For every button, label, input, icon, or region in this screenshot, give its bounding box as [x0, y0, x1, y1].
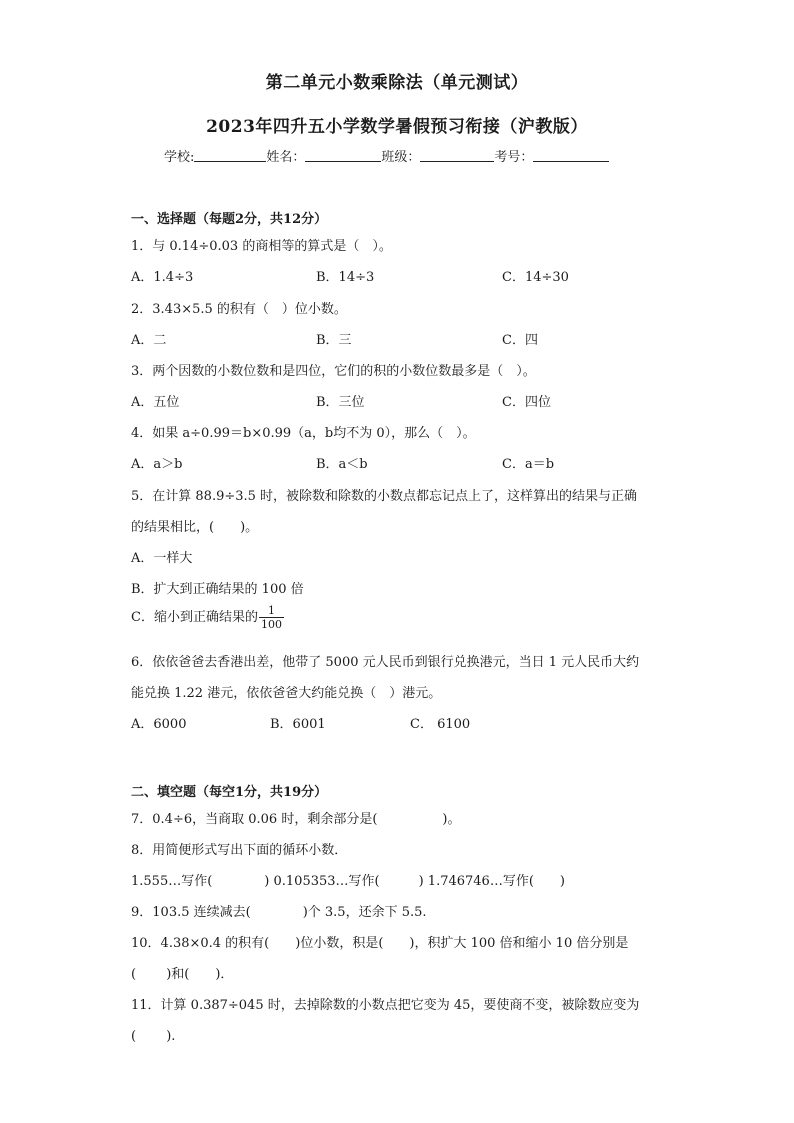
- exam-title: 第二单元小数乘除法（单元测试）: [265, 73, 529, 93]
- question-5-line1: 5．在计算 88.9÷3.5 时，被除数和除数的小数点都忘记点上了，这样算出的结果与正确: [131, 489, 638, 504]
- class-blank[interactable]: [420, 149, 494, 162]
- q5-option-c: [131, 604, 284, 631]
- q1-option-a: A．1.4÷3: [131, 270, 194, 285]
- q2-option-b: B．三: [316, 333, 352, 348]
- section-heading-fill: 二、填空题（每空1分，共19分）: [131, 785, 328, 800]
- q6-option-c: C． 6100: [410, 717, 471, 732]
- q6-option-b: B．6001: [270, 717, 326, 732]
- question-8: 8．用简便形式写出下面的循环小数．: [131, 843, 348, 858]
- q3-option-b: B．三位: [316, 395, 365, 410]
- question-2: 2．3.43×5.5 的积有（ ）位小数。: [131, 302, 347, 317]
- q4-option-c: C．a＝b: [502, 457, 555, 472]
- question-11-line2: ( ).: [131, 1029, 176, 1044]
- exam-subtitle: 2023年四升五小学数学暑假预习衔接（沪教版）: [206, 117, 588, 137]
- q3-option-c: C．四位: [502, 395, 551, 410]
- fraction-numerator: 1: [259, 604, 284, 618]
- name-label: 姓名：: [266, 150, 306, 165]
- question-1: 1．与 0.14÷0.03 的商相等的算式是（ ）。: [131, 239, 392, 254]
- q5-option-c-text: C．缩小到正确结果的: [131, 610, 258, 625]
- fraction-denominator: 100: [260, 618, 282, 631]
- q2-option-c: C．四: [502, 333, 538, 348]
- question-11-line1: 11．计算 0.387÷045 时，去掉除数的小数点把它变为 45，要使商不变，被除数应变为: [131, 998, 640, 1013]
- section-heading-choice: 一、选择题（每题2分，共12分）: [131, 212, 328, 227]
- student-info-row: [164, 146, 609, 165]
- question-8-blanks: 1.555…写作( ) 0.105353…写作( ) 1.746746…写作( ): [131, 874, 565, 889]
- question-10-line2: ( )和( )．: [131, 967, 234, 982]
- q5-option-b: B．扩大到正确结果的 100 倍: [131, 582, 304, 597]
- exam-number-blank[interactable]: [533, 149, 609, 162]
- q3-option-a: A．五位: [131, 395, 180, 410]
- question-6-line1: 6．依依爸爸去香港出差，他带了 5000 元人民币到银行兑换港元，当日 1 元人民币大约: [131, 655, 640, 670]
- question-4: 4．如果 a÷0.99＝b×0.99（a，b均不为 0），那么（ ）。: [131, 426, 476, 441]
- q1-option-b: B．14÷3: [316, 270, 375, 285]
- school-blank[interactable]: [194, 149, 266, 162]
- school-label: 学校:: [164, 150, 195, 165]
- q2-option-a: A．二: [131, 333, 167, 348]
- question-3: 3．两个因数的小数位数和是四位，它们的积的小数位数最多是（ ）。: [131, 364, 536, 379]
- question-7: 7．0.4÷6，当商取 0.06 时，剩余部分是( )。: [131, 812, 461, 827]
- q6-option-a: A．6000: [131, 717, 187, 732]
- exam-number-label: 考号：: [494, 150, 534, 165]
- question-5-line2: 的结果相比，( )。: [131, 520, 259, 535]
- question-6-line2: 能兑换 1.22 港元，依依爸爸大约能兑换（ ）港元。: [131, 686, 442, 701]
- q1-option-c: C．14÷30: [502, 270, 569, 285]
- class-label: 班级：: [381, 150, 421, 165]
- q4-option-a: A．a＞b: [131, 457, 183, 472]
- name-blank[interactable]: [305, 149, 381, 162]
- fraction-one-hundredth: [259, 604, 284, 631]
- q4-option-b: B．a＜b: [316, 457, 368, 472]
- question-9: 9．103.5 连续减去( )个 3.5，还余下 5.5.: [131, 905, 427, 920]
- q5-option-a: A．一样大: [131, 551, 193, 566]
- question-10-line1: 10．4.38×0.4 的积有( )位小数，积是( )，积扩大 100 倍和缩小 10 倍分别是: [131, 936, 629, 951]
